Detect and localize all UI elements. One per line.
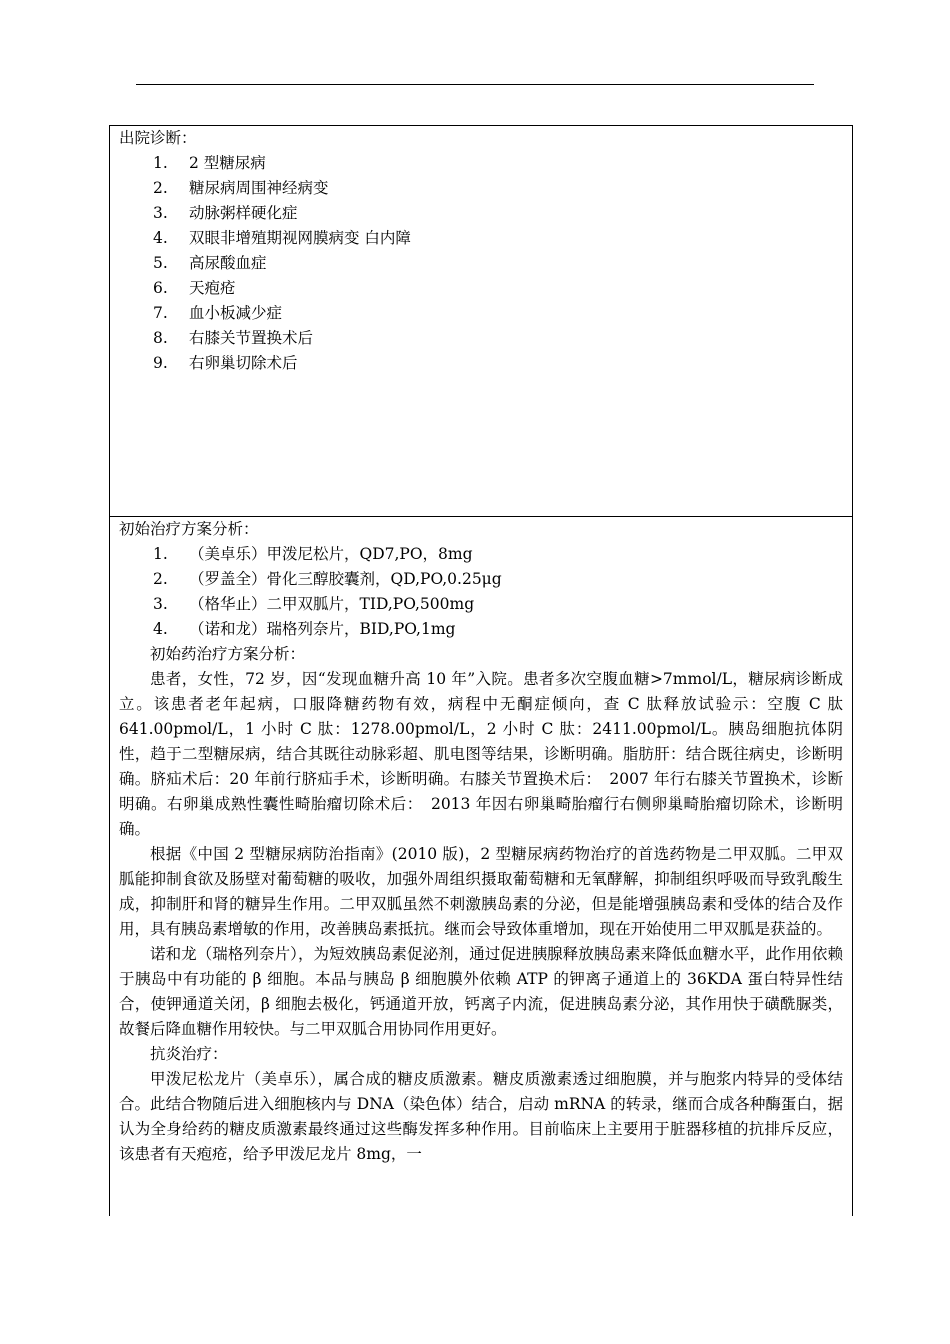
medication-num: 3. xyxy=(153,595,168,613)
header-rule xyxy=(136,84,814,85)
medication-text: （诺和龙）瑞格列奈片，BID,PO,1mg xyxy=(189,620,456,638)
diagnosis-num: 3. xyxy=(153,204,168,222)
medication-num: 4. xyxy=(153,620,168,638)
diagnosis-text: 血小板减少症 xyxy=(189,304,283,322)
diagnosis-text: 高尿酸血症 xyxy=(189,254,267,272)
medication-item xyxy=(119,617,843,642)
diagnosis-item xyxy=(119,226,843,251)
discharge-heading: 出院诊断： xyxy=(119,129,197,147)
diagnosis-text: 动脉粥样硬化症 xyxy=(189,204,298,222)
diagnosis-item xyxy=(119,276,843,301)
methylprednisolone-paragraph: 甲泼尼松龙片（美卓乐），属合成的糖皮质激素。糖皮质激素透过细胞膜，并与胞浆内特异的受体结合。此结合物随后进入细胞核内与 DNA（染色体）结合，启动 mRNA 的转录，继而合成各种酶蛋白，据认为全身给药的糖皮质激素最终通过这些酶发挥多种作用。目前临床上主要用于脏器移植的抗排斥反应，该患者有天疱疮，给予甲泼尼龙片 8mg，一 xyxy=(119,1070,843,1163)
diagnosis-num: 6. xyxy=(153,279,168,297)
medication-item xyxy=(119,592,843,617)
diagnosis-num: 8. xyxy=(153,329,168,347)
medication-text: （美卓乐）甲泼尼松片，QD7,PO，8mg xyxy=(189,545,473,563)
diagnosis-num: 5. xyxy=(153,254,168,272)
diagnosis-text: 天疱疮 xyxy=(189,279,236,297)
diagnosis-num: 4. xyxy=(153,229,168,247)
diagnosis-item xyxy=(119,326,843,351)
diagnosis-text: 2 型糖尿病 xyxy=(189,154,266,172)
repaglinide-paragraph: 诺和龙（瑞格列奈片），为短效胰岛素促泌剂，通过促进胰腺释放胰岛素来降低血糖水平，此作用依赖于胰岛中有功能的 β 细胞。本品与胰岛 β 细胞膜外依赖 ATP 的钾离子通道上的 36KDA 蛋白特异性结合，使钾通道关闭，β 细胞去极化，钙通道开放，钙离子内流，促进胰岛素分泌，其作用快于磺酰脲类，故餐后降血糖作用较快。与二甲双胍合用协同作用更好。 xyxy=(119,945,843,1038)
medication-text: （格华止）二甲双胍片，TID,PO,500mg xyxy=(189,595,475,613)
patient-history-paragraph: 患者，女性，72 岁，因“发现血糖升高 10 年”入院。患者多次空腹血糖>7mmol/L，糖尿病诊断成立。该患者老年起病，口服降糖药物有效，病程中无酮症倾向，查 C 肽释放试验示：空腹 C 肽 641.00pmol/L，1 小时 C 肽：1278.00pmol/L，2 小时 C 肽：2411.00pmol/L。胰岛细胞抗体阴性，趋于二型糖尿病，结合其既往动脉彩超、肌电图等结果，诊断明确。脂肪肝：结合既往病史，诊断明确。脐疝术后：20 年前行脐疝手术，诊断明确。右膝关节置换术后： 2007 年行右膝关节置换术，诊断明确。右卵巢成熟性囊性畸胎瘤切除术后： 2013 年因右卵巢畸胎瘤行右侧卵巢畸胎瘤切除术，诊断明确。 xyxy=(119,670,843,838)
diagnosis-item xyxy=(119,176,843,201)
medication-num: 2. xyxy=(153,570,168,588)
diagnosis-num: 2. xyxy=(153,179,168,197)
diagnosis-text: 右膝关节置换术后 xyxy=(189,329,314,347)
diagnosis-text: 右卵巢切除术后 xyxy=(189,354,298,372)
medication-item xyxy=(119,567,843,592)
medication-item xyxy=(119,542,843,567)
treatment-analysis-cell xyxy=(109,516,853,1216)
medication-text: （罗盖全）骨化三醇胶囊剂，QD,PO,0.25μg xyxy=(189,570,502,588)
treatment-heading: 初始治疗方案分析： xyxy=(119,520,259,538)
diagnosis-item xyxy=(119,201,843,226)
metformin-paragraph: 根据《中国 2 型糖尿病防治指南》(2010 版)，2 型糖尿病药物治疗的首选药物是二甲双胍。二甲双胍能抑制食欲及肠壁对葡萄糖的吸收，加强外周组织摄取葡萄糖和无氧酵解，抑制组织呼吸而导致乳酸生成，抑制肝和肾的糖异生作用。二甲双胍虽然不刺激胰岛素的分泌，但是能增强胰岛素和受体的结合及作用，具有胰岛素增敏的作用，改善胰岛素抵抗。继而会导致体重增加，现在开始使用二甲双胍是获益的。 xyxy=(119,845,843,938)
diagnosis-text: 糖尿病周围神经病变 xyxy=(189,179,329,197)
diagnosis-text: 双眼非增殖期视网膜病变 白内障 xyxy=(189,229,411,247)
diagnosis-item xyxy=(119,251,843,276)
diagnosis-item xyxy=(119,151,843,176)
discharge-diagnosis-cell xyxy=(109,125,853,517)
medication-num: 1. xyxy=(153,545,168,563)
initial-drug-subheading: 初始药治疗方案分析： xyxy=(150,645,306,663)
diagnosis-item xyxy=(119,351,843,376)
diagnosis-num: 9. xyxy=(153,354,168,372)
diagnosis-num: 1. xyxy=(153,154,168,172)
anti-inflammatory-subheading: 抗炎治疗： xyxy=(150,1045,228,1063)
diagnosis-num: 7. xyxy=(153,304,168,322)
diagnosis-item xyxy=(119,301,843,326)
